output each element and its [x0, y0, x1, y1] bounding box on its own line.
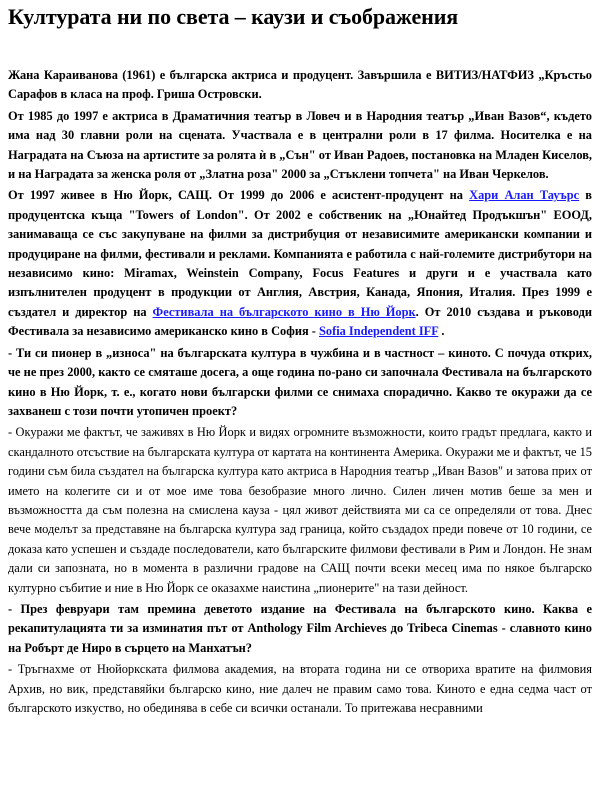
page-title: Културата ни по света – каузи и съображения	[8, 4, 459, 29]
bio-intro-paragraph: Жана Караиванова (1961) е българска актриса и продуцент. Завършила е ВИТИЗ/НАТФИЗ „Кръстьо Сарафов в класа на проф. Гриша Островски.	[8, 68, 592, 102]
interview-answer-2: - Тръгнахме от Нюйоркската филмова академия, на втората година ни се отвориха вратите на филмовия Архив, но вик, представяйки българско кино, ние далеч не правим само това. Киното е една седма част от българското изкуство, но обединява в себе си всички останали. То притежава несравними	[8, 662, 592, 715]
harry-alan-towers-link[interactable]: Хари Алан Тауърс	[469, 188, 580, 203]
sofia-independent-iff-link[interactable]: Sofia Independent IFF	[318, 324, 439, 339]
interview-question-2: - През февруари там премина деветото издание на Фестивала на българското кино. Каква е рекапитулацията ти за изминатия път от Anthology Film Archieves до Tribeca Cinemas - славното кино на Робърт де Ниро в сърцето на Манхатън?	[8, 601, 592, 655]
text-segment: . От 2010 създава и ръководи Фестивала за независимо американско кино в София -	[8, 304, 592, 339]
interview-answer-1: - Окуражи ме фактът, че заживях в Ню Йорк и видях огромните възможности, които градът предлага, както и скандалното отсъствие на българската култура от картата на континента Америка. Окуражи ме и фактът, че 15 години съм била създател на българска култура като актриса в Народния театър „Иван Вазов" и затова прих от името на колегите си и от мое име това безобразие много лично. Силен личен мотив беше за мен и възможността да съм полезна на смислена кауза - цял живот действията ми са се определяли от това. Днес вече моделът за представяне на българска култура зад граница, който създадох преди повече от 10 години, се доказа като успешен и създаде последователи, като българските филмови фестивали в Рим и Лондон. Не знам дали си запозната, но в момента в различни градове на САЩ почти всеки месец има по някое българско културно събитие и ние в Ню Йорк се оказахме наистина „пионерите" на тази дейност.	[8, 425, 592, 595]
text-segment: в продуцентска къща "Towers of London". От 2002 е собственик на „Юнайтед Продъкшън" ЕООД, занимаваща се със закупуване на филми за дистрибуция от независимите американски компании и продуциране на филми, фестивали и реклами. Компанията е работила с най-големите дистрибутори на независимо кино: Miramax, Weinstein Company, Focus Features и други и е участвала като изпълнителен продуцент в продукции от Англия, Австрия, Канада, Япония, Италия. През 1999 е създател и директор на	[8, 188, 592, 319]
bulgarian-film-festival-link[interactable]: Фестивала на българското кино в Ню Йорк	[152, 304, 416, 319]
interview-question-1: - Ти си пионер в „износа" на българската култура в чужбина и в частност – киното. С почуда открих, че не през 2000, както се смяташе досега, а още година по-рано си започнала Фестивала на българското кино в Ню Йорк, т. е., когато нови български филми се снимаха спорадично. Какво те окуражи да се захванеш с този почти утопичен проект?	[8, 345, 592, 418]
bio-career-paragraph: От 1985 до 1997 е актриса в Драматичния театър в Ловеч и в Народния театър „Иван Вазов“, където има над 30 главни роли на сцената. Участвала е в централни роли в 17 филма. Носителка е на Наградата на Съюза на артистите за ролята ѝ в „Сън" от Иван Радоев, постановка на Младен Киселов, и на Наградата за женска роля от „Златна роза" 2000 за „Стъклени топчета" на Иван Черкелов.	[8, 108, 592, 182]
text-segment: .	[438, 324, 445, 339]
text-segment: От 1997 живее в Ню Йорк, САЩ. От 1999 до 2006 е асистент-продуцент на	[8, 188, 470, 203]
bio-usa-paragraph	[8, 186, 592, 341]
